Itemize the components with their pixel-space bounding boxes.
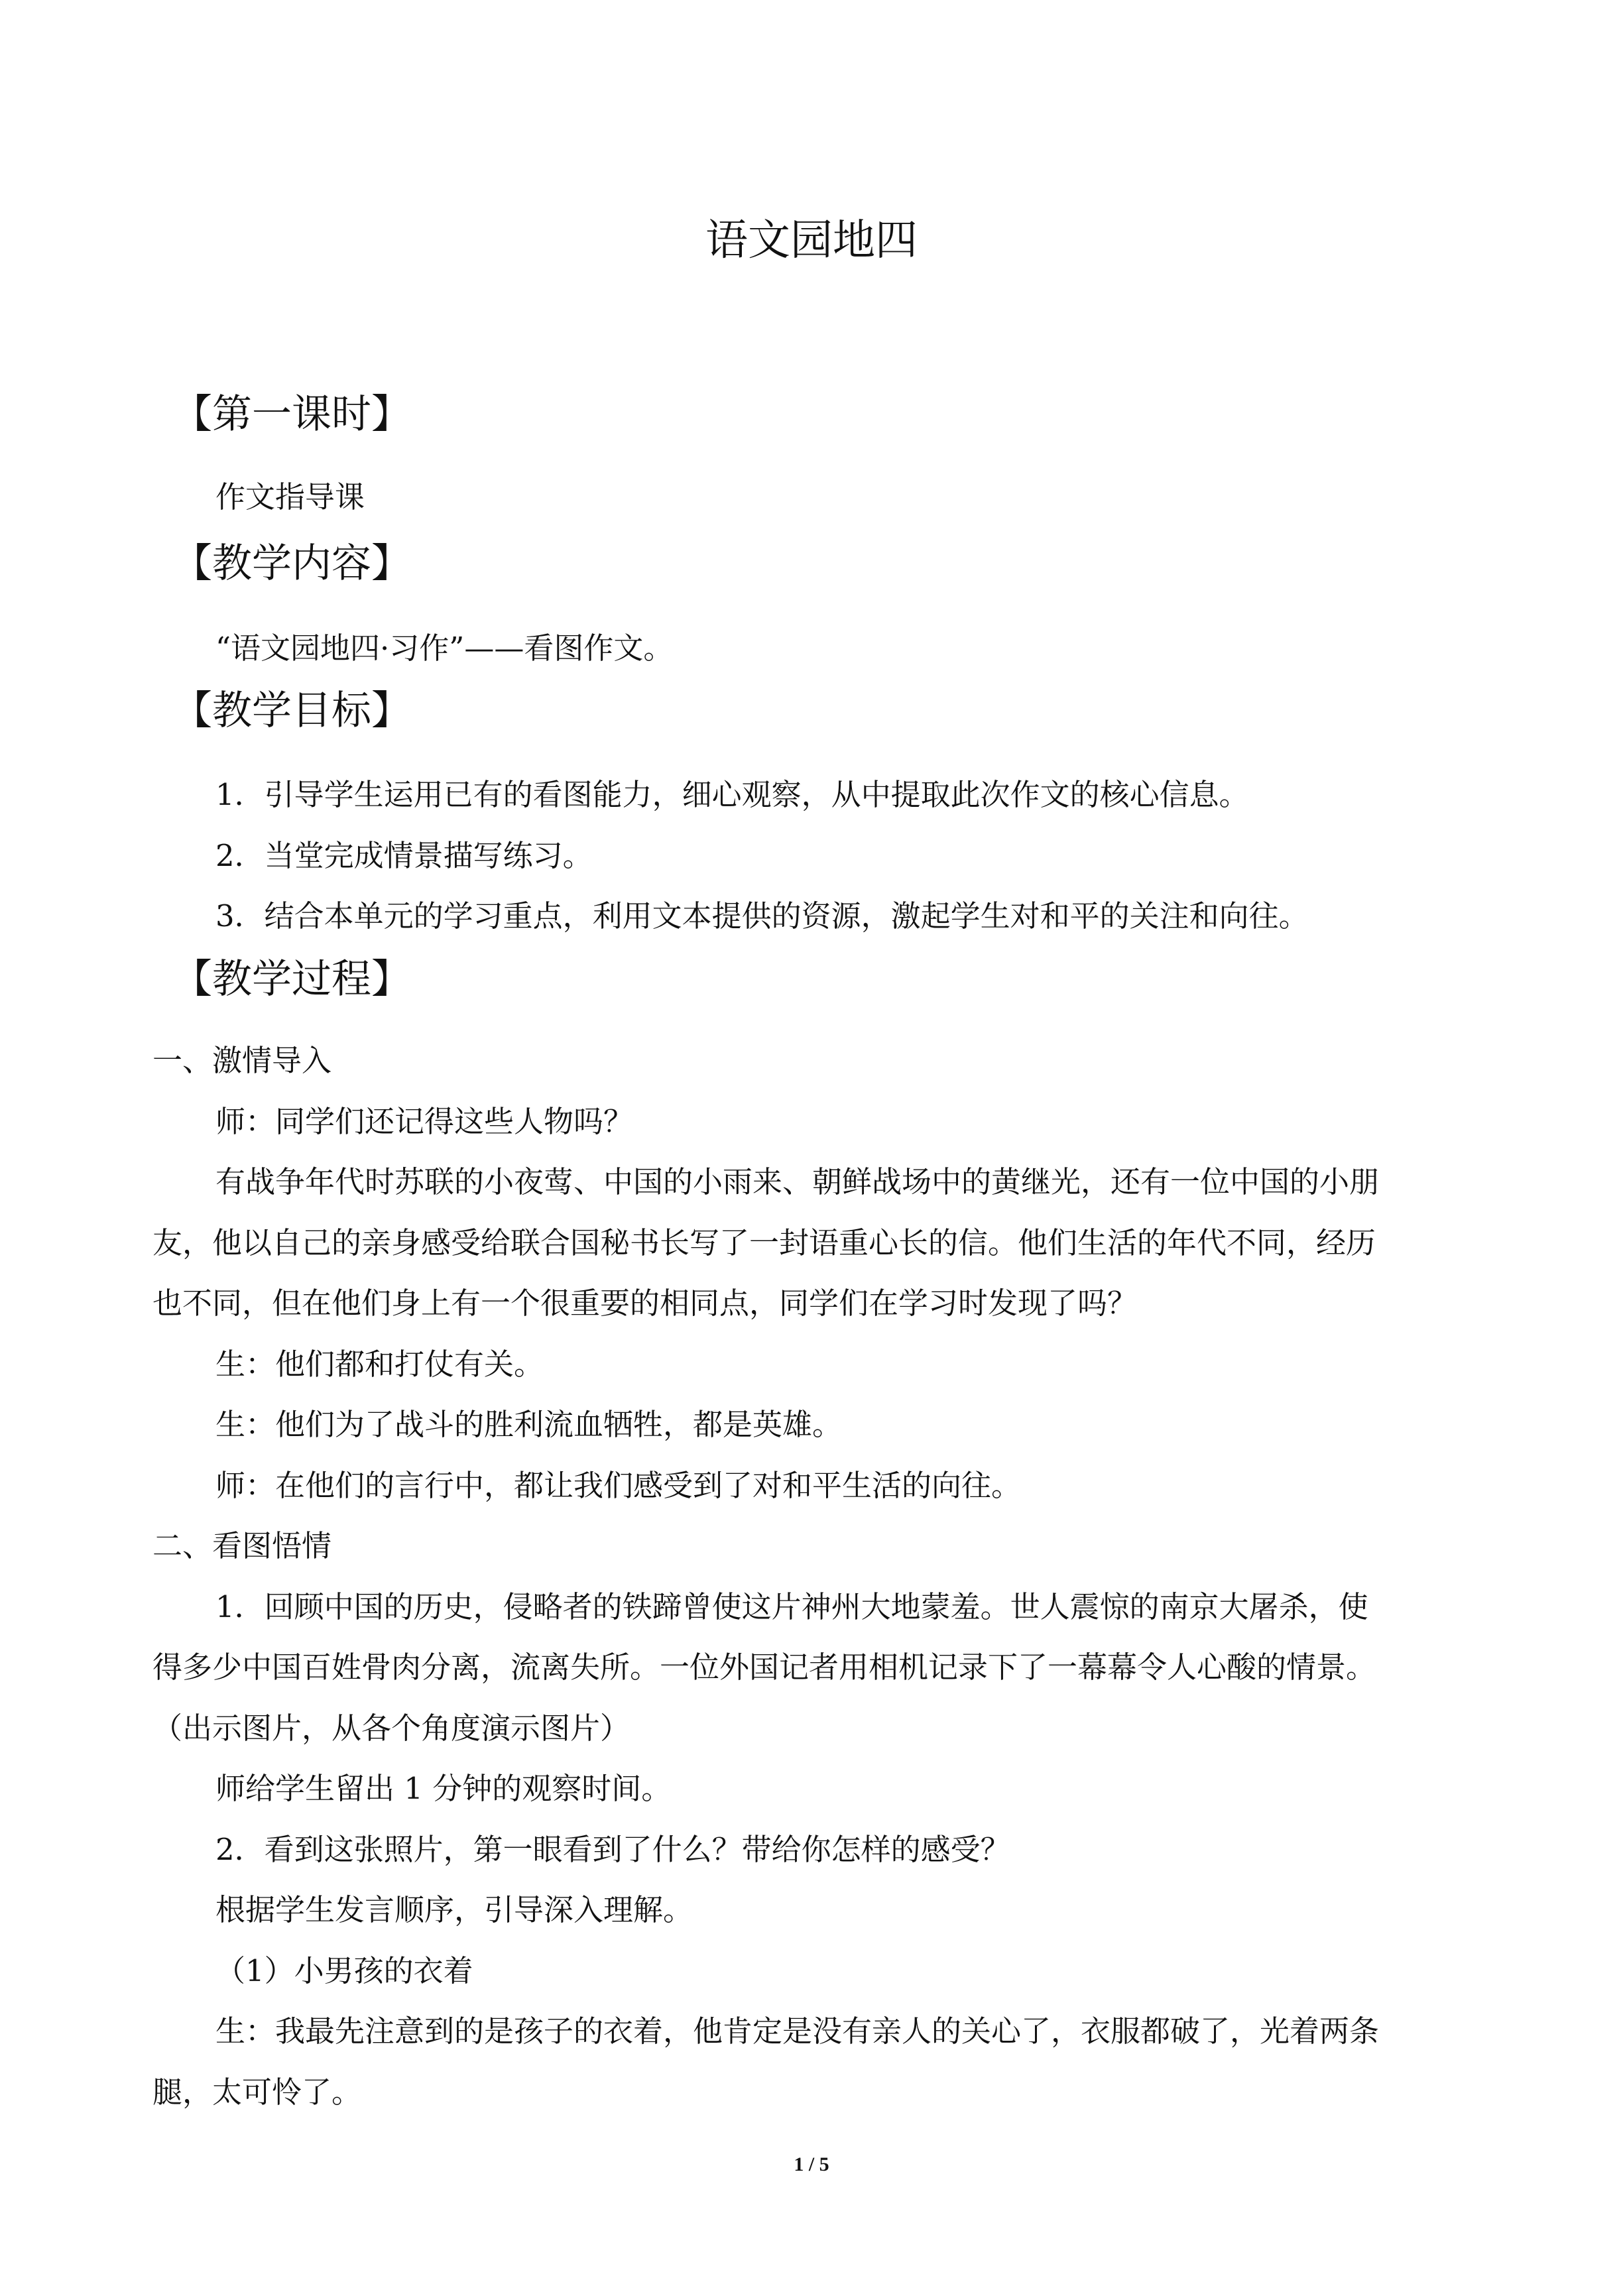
page-number: 1 / 5 [794, 2153, 829, 2175]
lesson-heading: 【第一课时】 [172, 391, 411, 438]
paragraph-line: 生：我最先注意到的是孩子的衣着，他肯定是没有亲人的关心了，衣服都破了，光着两条 [215, 2014, 1380, 2049]
goal-item: 3．结合本单元的学习重点，利用文本提供的资源，激起学生对和平的关注和向往。 [215, 898, 1309, 934]
paragraph-line: 师：同学们还记得这些人物吗？ [215, 1104, 634, 1139]
paragraph-line: （出示图片，从各个角度演示图片） [152, 1711, 631, 1746]
paragraph-line: 生：他们为了战斗的胜利流血牺牲，都是英雄。 [215, 1407, 843, 1442]
paragraph-line: 根据学生发言顺序，引导深入理解。 [215, 1892, 693, 1927]
content-text: “语文园地四·习作”——看图作文。 [215, 631, 674, 666]
paragraph-line: （1）小男孩的衣着 [215, 1953, 473, 1988]
paragraph-line: 2．看到这张照片，第一眼看到了什么？带给你怎样的感受？ [215, 1832, 1010, 1867]
paragraph-line: 也不同，但在他们身上有一个很重要的相同点，同学们在学习时发现了吗？ [152, 1286, 1138, 1321]
part2-title: 二、看图悟情 [152, 1528, 332, 1563]
paragraph-line: 有战争年代时苏联的小夜莺、中国的小雨来、朝鲜战场中的黄继光，还有一位中国的小朋 [215, 1164, 1380, 1199]
content-heading: 【教学内容】 [172, 540, 411, 587]
process-heading: 【教学过程】 [172, 956, 411, 1002]
paragraph-line: 腿，太可怜了。 [152, 2075, 362, 2110]
goal-item: 1．引导学生运用已有的看图能力，细心观察，从中提取此次作文的核心信息。 [215, 777, 1249, 812]
goals-heading: 【教学目标】 [172, 688, 411, 734]
paragraph-line: 1．回顾中国的历史，侵略者的铁蹄曾使这片神州大地蒙羞。世人震惊的南京大屠杀，使 [215, 1589, 1368, 1624]
part1-title: 一、激情导入 [152, 1043, 332, 1078]
paragraph-line: 师：在他们的言行中，都让我们感受到了对和平生活的向往。 [215, 1468, 1022, 1503]
lesson-type: 作文指导课 [215, 479, 365, 514]
paragraph-line: 友，他以自己的亲身感受给联合国秘书长写了一封语重心长的信。他们生活的年代不同，经历 [152, 1225, 1376, 1260]
document-title: 语文园地四 [705, 216, 918, 265]
paragraph-line: 生：他们都和打仗有关。 [215, 1347, 544, 1382]
paragraph-line: 得多少中国百姓骨肉分离，流离失所。一位外国记者用相机记录下了一幕幕令人心酸的情景。 [152, 1650, 1376, 1685]
paragraph-line: 师给学生留出 1 分钟的观察时间。 [215, 1771, 672, 1806]
goal-item: 2．当堂完成情景描写练习。 [215, 838, 593, 873]
